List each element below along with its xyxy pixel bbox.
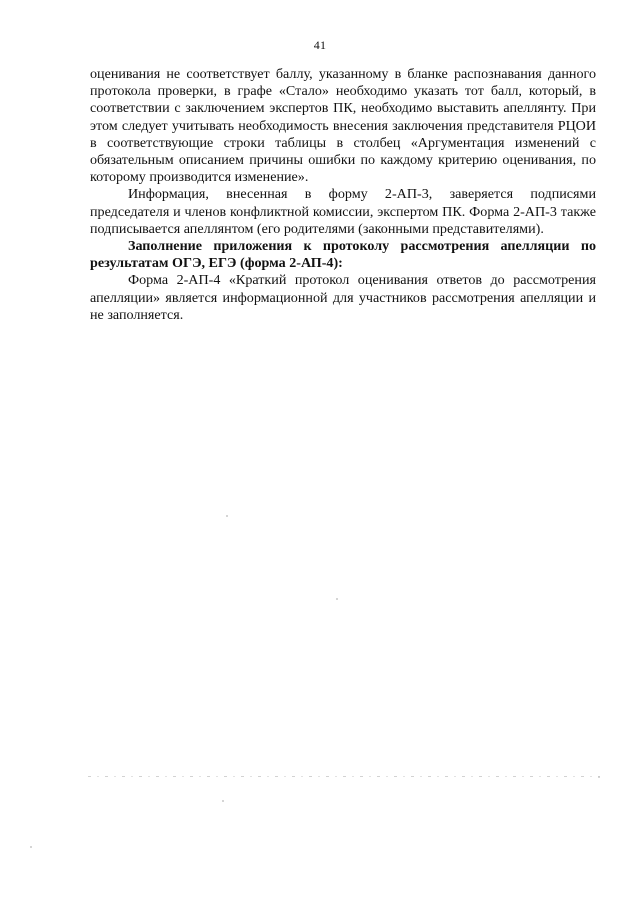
scan-speck xyxy=(30,846,32,848)
page-number: 41 xyxy=(313,38,327,52)
scan-speck xyxy=(222,800,224,802)
paragraph-form-2ap4: Форма 2-АП-4 «Краткий протокол оценивания ответов до рассмотрения апелляции» является информационной для участников рассмотрения апелляции и не заполняется. xyxy=(90,272,596,323)
scan-artifact-line xyxy=(88,776,600,777)
section-heading: Заполнение приложения к протоколу рассмотрения апелляции по результатам ОГЭ, ЕГЭ (форма 2-АП-4): xyxy=(90,238,596,272)
scan-speck xyxy=(226,515,228,517)
scan-speck xyxy=(336,598,338,600)
document-body xyxy=(90,66,596,324)
scan-speck xyxy=(598,776,600,778)
paragraph-continuation: оценивания не соответствует баллу, указанному в бланке распознавания данного протокола проверки, в графе «Стало» необходимо указать тот балл, который, в соответствии с заключением экспертов ПК, необходимо выставить апеллянту. При этом следует учитывать необходимость внесения заключения представителя РЦОИ в соответствующие строки таблицы в столбец «Аргументация изменений с обязательным описанием причины ошибки по каждому критерию оценивания, по которому производится изменение». xyxy=(90,66,596,186)
paragraph-form-signatures: Информация, внесенная в форму 2-АП-3, заверяется подписями председателя и членов конфликтной комиссии, экспертом ПК. Форма 2-АП-3 также подписывается апеллянтом (его родителями (законными представителями). xyxy=(90,186,596,237)
